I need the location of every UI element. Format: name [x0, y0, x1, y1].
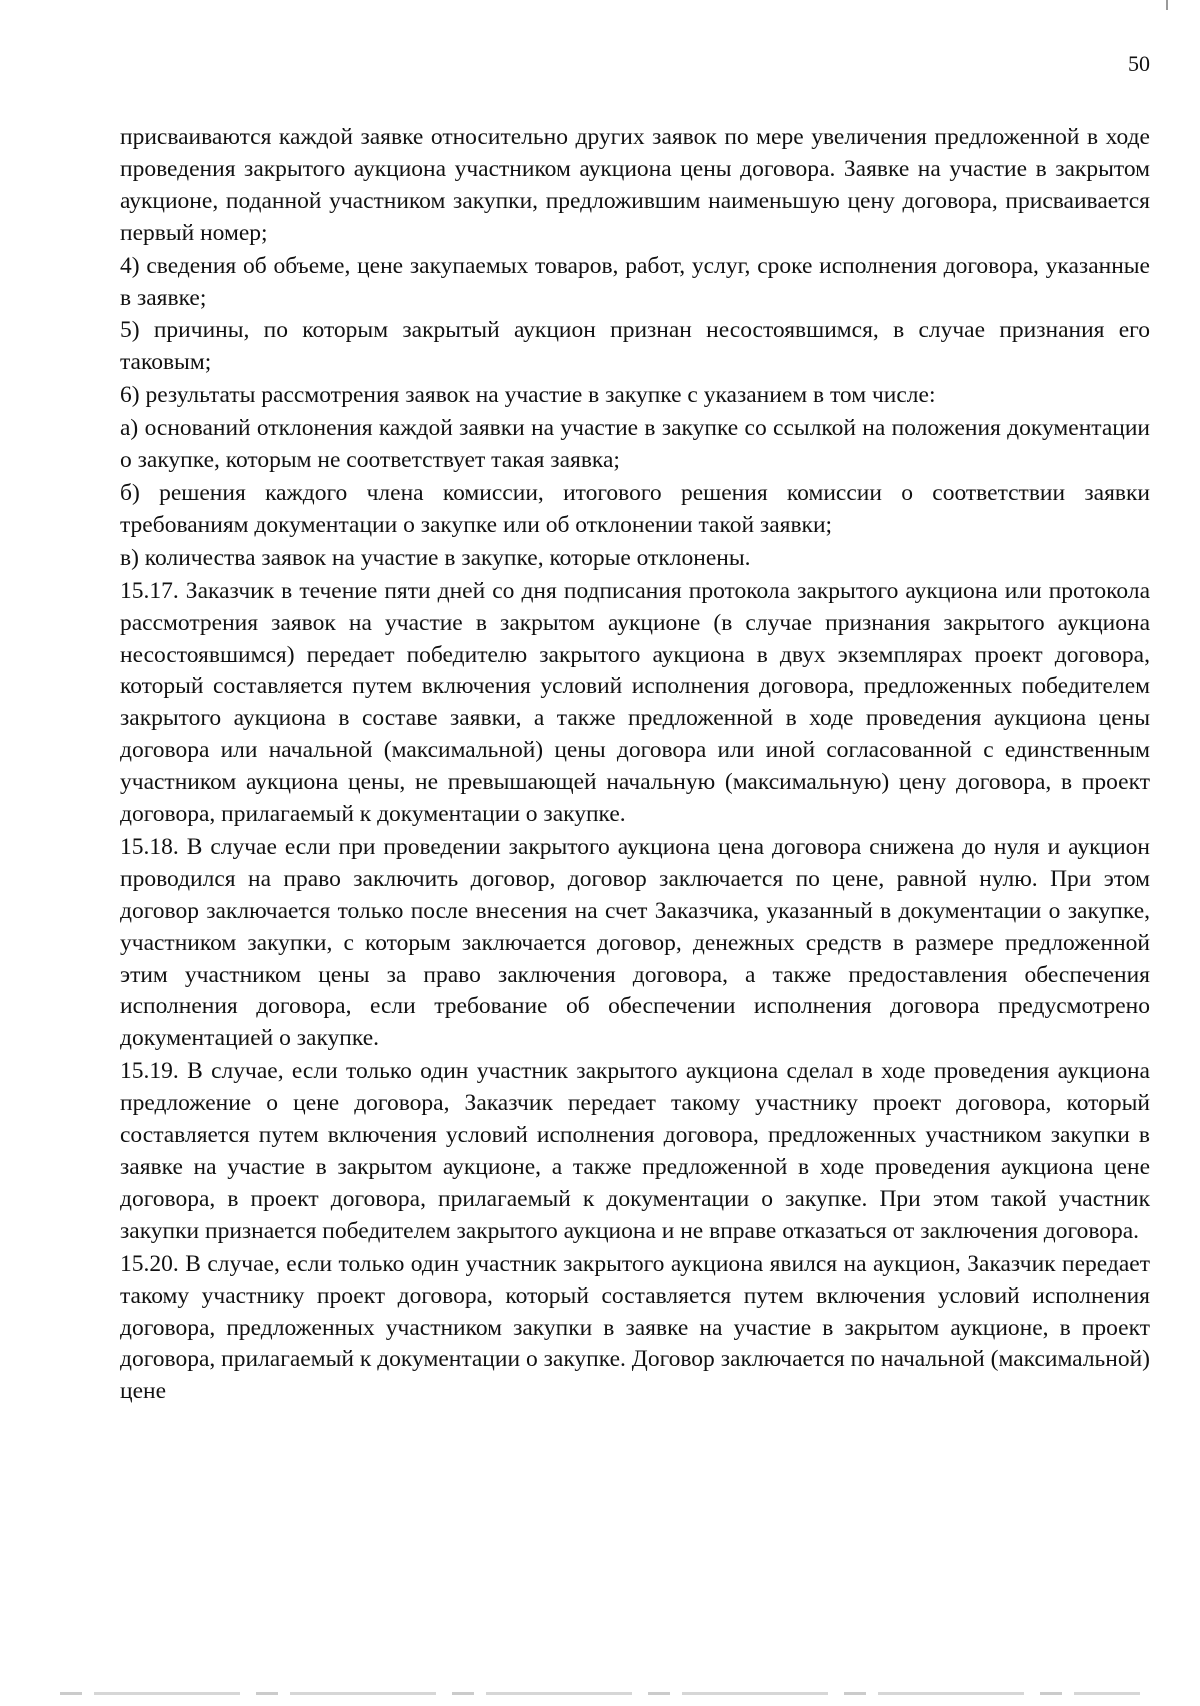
document-body — [120, 122, 1150, 1409]
paragraph-continuation: присваиваются каждой заявке относительно других заявок по мере увеличения предложенной в ходе проведения закрытого аукциона участником аукциона цены договора. Заявке на участие в закрытом аукционе, поданной участником закупки, предложившим наименьшую цену договора, присваивается первый номер; — [120, 124, 1150, 246]
paragraph-item-v: в) количества заявок на участие в закупке, которые отклонены. — [120, 544, 751, 571]
paragraph-15-20: 15.20. В случае, если только один участник закрытого аукциона явился на аукцион, Заказчик передает такому участнику проект договора, который составляется путем включения условий исполнения договора, предложенных участником закупки в заявке на участие в закрытом аукционе, в проект договора, прилагаемый к документации о закупке. Договор заключается по начальной (максимальной) цене — [120, 1250, 1150, 1405]
paragraph-15-19: 15.19. В случае, если только один участник закрытого аукциона сделал в ходе проведения аукциона предложение о цене договора, Заказчик передает такому участнику проект договора, который составляется путем включения условий исполнения договора, предложенных участником закупки в заявке на участие в закрытом аукционе, а также предложенной в ходе проведения аукциона цене договора, в проект договора, прилагаемый к документации о закупке. При этом такой участник закупки признается победителем закрытого аукциона и не вправе отказаться от заключения договора. — [120, 1058, 1150, 1244]
paragraph-item-4: 4) сведения об объеме, цене закупаемых товаров, работ, услуг, сроке исполнения договора, указанные в заявке; — [120, 252, 1150, 311]
paragraph-item-6: 6) результаты рассмотрения заявок на участие в закупке с указанием в том числе: — [120, 382, 936, 409]
page-number: 50 — [1128, 51, 1150, 76]
paragraph-item-b: б) решения каждого члена комиссии, итогового решения комиссии о соответствии заявки требованиям документации о закупке или об отклонении такой заявки; — [120, 479, 1150, 538]
scan-edge-mark — [1166, 0, 1168, 10]
paragraph-item-5: 5) причины, по которым закрытый аукцион признан несостоявшимся, в случае признания его таковым; — [120, 317, 1150, 376]
paragraph-15-18: 15.18. В случае если при проведении закрытого аукциона цена договора снижена до нуля и аукцион проводился на право заключить договор, договор заключается по цене, равной нулю. При этом договор заключается только после внесения на счет Заказчика, указанный в документации о закупке, участником закупки, с которым заключается договор, денежных средств в размере предложенной этим участником цены за право заключения договора, а также предоставления обеспечения исполнения договора, если требование об обеспечении исполнения договора предусмотрено документацией о закупке. — [120, 833, 1150, 1052]
scan-bottom-artifact — [60, 1692, 1140, 1695]
paragraph-item-a: а) оснований отклонения каждой заявки на участие в закупке со ссылкой на положения документации о закупке, которым не соответствует такая заявка; — [120, 415, 1150, 474]
paragraph-15-17: 15.17. Заказчик в течение пяти дней со дня подписания протокола закрытого аукциона или протокола рассмотрения заявок на участие в закрытом аукционе (в случае признания закрытого аукциона несостоявшимся) передает победителю закрытого аукциона в двух экземплярах проект договора, который составляется путем включения условий исполнения договора, предложенных победителем закрытого аукциона в составе заявки, а также предложенной в ходе проведения аукциона цены договора или начальной (максимальной) цены договора или иной согласованной с единственным участником аукциона цены, не превышающей начальную (максимальную) цену договора, в проект договора, прилагаемый к документации о закупке. — [120, 577, 1150, 828]
